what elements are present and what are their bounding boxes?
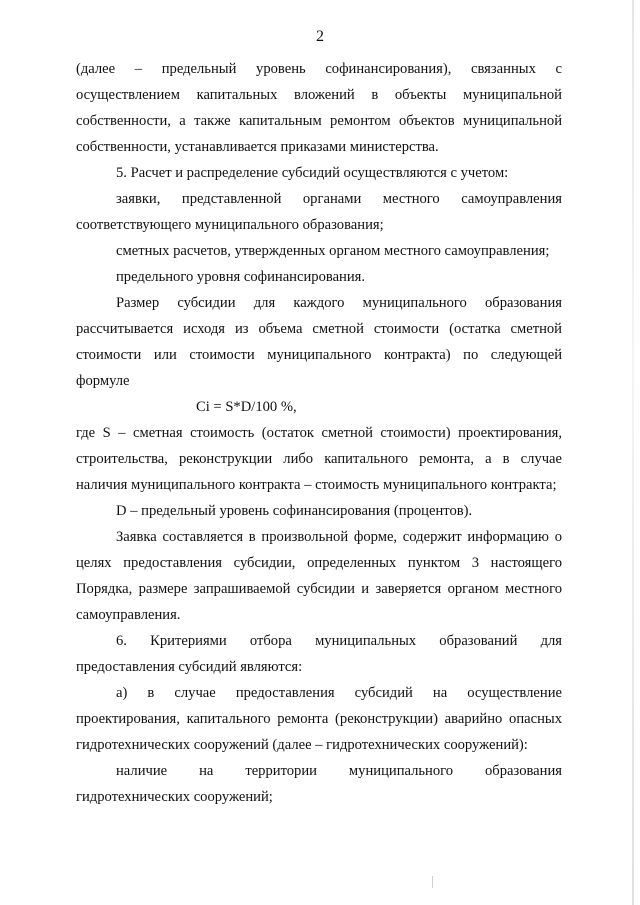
- formula: Ci = S*D/100 %,: [196, 399, 297, 415]
- paragraph-subitem-a: а) в случае предоставления субсидий на осуществление проектирования, капитального ремонта (реконструкции) аварийно опасных гидротехнических сооружений (далее – гидротехнических сооружений):: [76, 685, 562, 753]
- scan-edge-mark: [632, 0, 634, 905]
- scan-artifact-tick: [432, 876, 433, 888]
- paragraph-presence: наличие на территории муниципального образования гидротехнических сооружений;: [76, 763, 562, 805]
- page-number: 2: [316, 28, 324, 45]
- paragraph-application: заявки, представленной органами местного самоуправления соответствующего муниципального образования;: [76, 191, 562, 233]
- paragraph-cofinancing-continuation: (далее – предельный уровень софинансирования), связанных с осуществлением капитальных вложений в объекты муниципальной собственности, а также капитальным ремонтом объектов муниципальной собственности, устанавливается приказами министерства.: [76, 61, 562, 155]
- paragraph-item-6: 6. Критериями отбора муниципальных образований для предоставления субсидий являются:: [76, 633, 562, 675]
- paragraph-subsidy-size: Размер субсидии для каждого муниципального образования рассчитывается исходя из объема сметной стоимости (остатка сметной стоимости или стоимости муниципального контракта) по следующей формуле: [76, 295, 562, 389]
- document-body: [76, 56, 562, 810]
- paragraph-application-form: Заявка составляется в произвольной форме, содержит информацию о целях предоставления субсидии, определенных пунктом 3 настоящего Порядка, размере запрашиваемой субсидии и заверяется органом местного самоуправления.: [76, 529, 562, 623]
- paragraph-where-s: где S – сметная стоимость (остаток сметной стоимости) проектирования, строительства, реконструкции либо капитального ремонта, а в случае наличия муниципального контракта – стоимость муниципального контракта;: [76, 425, 562, 493]
- paragraph-estimates: сметных расчетов, утвержденных органом местного самоуправления;: [116, 243, 550, 259]
- paragraph-cofinancing-level: предельного уровня софинансирования.: [116, 269, 366, 285]
- paragraph-where-d: D – предельный уровень софинансирования (процентов).: [116, 503, 473, 519]
- paragraph-item-5: 5. Расчет и распределение субсидий осуществляются с учетом:: [116, 165, 509, 181]
